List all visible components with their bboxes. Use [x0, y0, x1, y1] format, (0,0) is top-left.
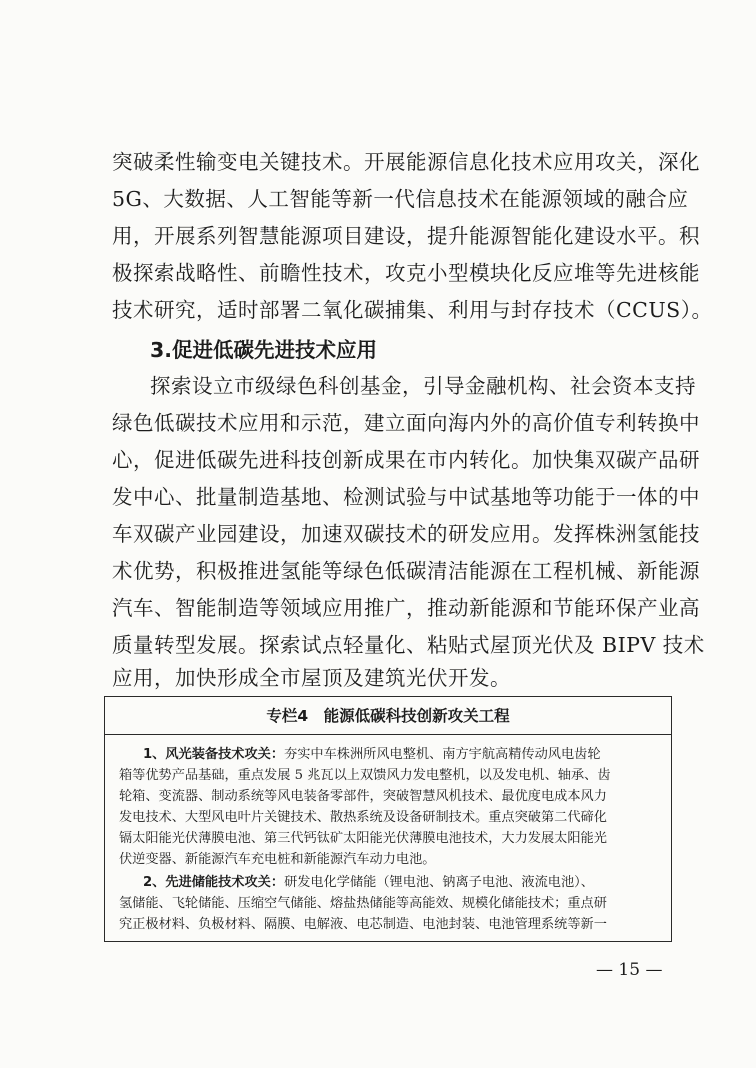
text-line: 绿色低碳技术应用和示范，建立面向海内外的高价值专利转换中	[112, 411, 700, 435]
page-number: — 15 —	[596, 960, 663, 980]
item-text: 夯实中车株洲所风电整机、南方宇航高精传动风电齿轮	[284, 747, 601, 762]
text-line: 极探索战略性、前瞻性技术，攻克小型模块化反应堆等先进核能	[112, 261, 700, 285]
item-label: 2、先进储能技术攻关：	[143, 875, 285, 890]
text-line: 术优势，积极推进氢能等绿色低碳清洁能源在工程机械、新能源	[112, 559, 700, 583]
feature-box	[104, 696, 672, 942]
box-text-line: 伏逆变器、新能源汽车充电桩和新能源汽车动力电池。	[119, 852, 436, 867]
box-text-line	[143, 873, 594, 893]
box-text-line: 氢储能、飞轮储能、压缩空气储能、熔盐热储能等高能效、规模化储能技术；重点研	[119, 896, 607, 911]
text-line: 5G、大数据、人工智能等新一代信息技术在能源领域的融合应	[112, 187, 689, 211]
text-line: 车双碳产业园建设，加速双碳技术的研发应用。发挥株洲氢能技	[112, 522, 700, 546]
section-heading: 3.促进低碳先进技术应用	[150, 338, 378, 362]
box-text-line: 镉太阳能光伏薄膜电池、第三代钙钛矿太阳能光伏薄膜电池技术，大力发展太阳能光	[119, 831, 607, 846]
text-line: 应用，加快形成全市屋顶及建筑光伏开发。	[112, 666, 511, 690]
box-text-line	[143, 745, 601, 765]
box-text-line: 究正极材料、负极材料、隔膜、电解液、电芯制造、电池封装、电池管理系统等新一	[119, 917, 607, 932]
text-line: 突破柔性输变电关键技术。开展能源信息化技术应用攻关，深化	[112, 150, 700, 174]
text-line: 质量转型发展。探索试点轻量化、粘贴式屋顶光伏及 BIPV 技术	[112, 633, 705, 657]
text-line: 用，开展系列智慧能源项目建设，提升能源智能化建设水平。积	[112, 224, 700, 248]
box-title: 专栏4 能源低碳科技创新攻关工程	[105, 697, 671, 735]
text-line: 汽车、智能制造等领域应用推广，推动新能源和节能环保产业高	[112, 596, 700, 620]
text-line: 发中心、批量制造基地、检测试验与中试基地等功能于一体的中	[112, 485, 700, 509]
item-text: 研发电化学储能（锂电池、钠离子电池、液流电池）、	[284, 875, 594, 890]
box-text-line: 箱等优势产品基础，重点发展 5 兆瓦以上双馈风力发电整机，以及发电机、轴承、齿	[119, 768, 611, 783]
text-line: 心，促进低碳先进科技创新成果在市内转化。加快集双碳产品研	[112, 448, 700, 472]
text-line: 探索设立市级绿色科创基金，引导金融机构、社会资本支持	[150, 374, 696, 398]
box-text-line: 轮箱、变流器、制动系统等风电装备零部件，突破智慧风机技术、最优度电成本风力	[119, 789, 607, 804]
text-line: 技术研究，适时部署二氧化碳捕集、利用与封存技术（CCUS）。	[112, 298, 713, 322]
item-label: 1、风光装备技术攻关：	[143, 747, 285, 762]
box-text-line: 发电技术、大型风电叶片关键技术、散热系统及设备研制技术。重点突破第二代碲化	[119, 810, 607, 825]
